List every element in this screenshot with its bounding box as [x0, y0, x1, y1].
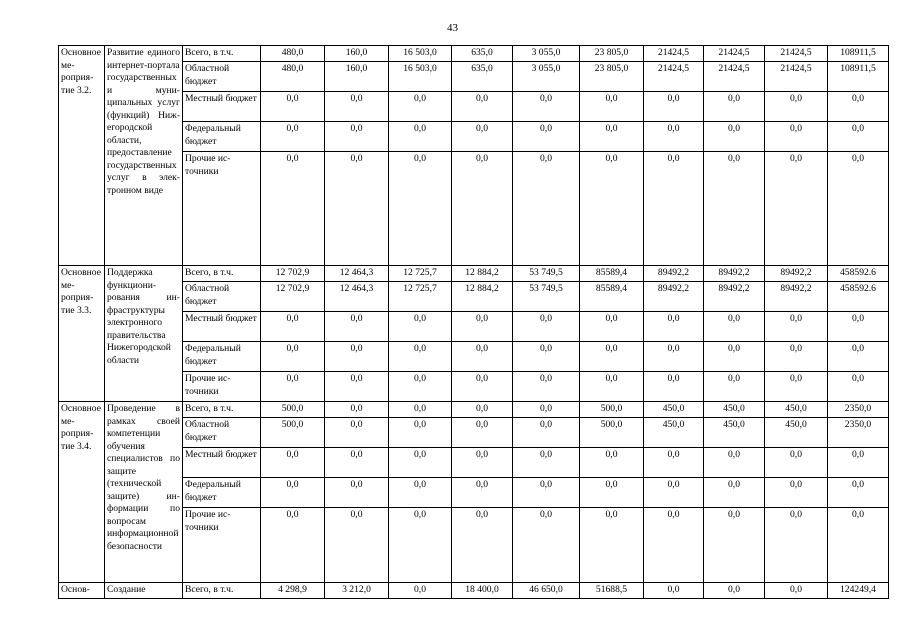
funding-source-cell: Прочие источники: [183, 152, 261, 266]
amount-cell: 0,0: [513, 418, 580, 448]
amount-cell: 2350,0: [828, 402, 889, 418]
amount-cell: 21424,5: [765, 46, 828, 62]
amount-cell: 500,0: [261, 402, 325, 418]
activity-code-cell: Основное мероприятие 3.2.: [59, 46, 105, 266]
amount-cell: 0,0: [828, 122, 889, 152]
funding-source-cell: Областной бюджет: [183, 418, 261, 448]
amount-cell: 500,0: [261, 418, 325, 448]
amount-cell: 89492,2: [765, 282, 828, 312]
amount-cell: 450,0: [704, 402, 765, 418]
funding-source-cell: Федеральный бюджет: [183, 478, 261, 508]
amount-cell: 53 749,5: [513, 282, 580, 312]
amount-cell: 23 805,0: [580, 62, 644, 92]
amount-cell: 458592.6: [828, 266, 889, 282]
amount-cell: 0,0: [261, 122, 325, 152]
amount-cell: 0,0: [828, 448, 889, 478]
amount-cell: 0,0: [452, 372, 513, 402]
amount-cell: 12 702,9: [261, 282, 325, 312]
amount-cell: 635,0: [452, 46, 513, 62]
amount-cell: 0,0: [765, 448, 828, 478]
amount-cell: 0,0: [704, 152, 765, 266]
amount-cell: 23 805,0: [580, 46, 644, 62]
amount-cell: 0,0: [644, 152, 704, 266]
amount-cell: 0,0: [452, 312, 513, 342]
amount-cell: 0,0: [580, 478, 644, 508]
amount-cell: 0,0: [765, 508, 828, 583]
amount-cell: 0,0: [644, 508, 704, 583]
amount-cell: 0,0: [765, 342, 828, 372]
amount-cell: 450,0: [644, 418, 704, 448]
amount-cell: 0,0: [389, 342, 452, 372]
amount-cell: 0,0: [644, 122, 704, 152]
amount-cell: 0,0: [828, 342, 889, 372]
amount-cell: 0,0: [325, 92, 389, 122]
amount-cell: 0,0: [644, 583, 704, 599]
amount-cell: 0,0: [765, 312, 828, 342]
amount-cell: 21424,5: [644, 46, 704, 62]
amount-cell: 500,0: [580, 418, 644, 448]
amount-cell: 0,0: [644, 342, 704, 372]
funding-source-cell: Федеральный бюджет: [183, 342, 261, 372]
amount-cell: 0,0: [513, 312, 580, 342]
activity-name-cell: Проведение в рамках своей компетенции обучения специалистов по защите (технической защите) информации по вопросам информационной безопасности: [105, 402, 183, 583]
table-row: [59, 122, 889, 152]
amount-cell: 21424,5: [644, 62, 704, 92]
amount-cell: 108911,5: [828, 62, 889, 92]
amount-cell: 0,0: [325, 418, 389, 448]
amount-cell: 0,0: [389, 122, 452, 152]
amount-cell: 0,0: [325, 508, 389, 583]
funding-source-cell: Федеральный бюджет: [183, 122, 261, 152]
amount-cell: 0,0: [828, 372, 889, 402]
funding-source-cell: Областной бюджет: [183, 282, 261, 312]
activity-code-cell: Основное мероприятие 3.3.: [59, 266, 105, 402]
amount-cell: 0,0: [513, 92, 580, 122]
amount-cell: 0,0: [513, 448, 580, 478]
amount-cell: 0,0: [704, 583, 765, 599]
amount-cell: 0,0: [704, 372, 765, 402]
amount-cell: 0,0: [828, 152, 889, 266]
amount-cell: 12 702,9: [261, 266, 325, 282]
amount-cell: 0,0: [261, 478, 325, 508]
amount-cell: 0,0: [261, 152, 325, 266]
amount-cell: 0,0: [389, 418, 452, 448]
amount-cell: 0,0: [580, 508, 644, 583]
amount-cell: 0,0: [828, 478, 889, 508]
amount-cell: 0,0: [704, 508, 765, 583]
amount-cell: 89492,2: [644, 282, 704, 312]
amount-cell: 450,0: [765, 418, 828, 448]
amount-cell: 0,0: [261, 372, 325, 402]
page-number: 43: [447, 22, 458, 34]
table-row: [59, 312, 889, 342]
amount-cell: 0,0: [325, 122, 389, 152]
amount-cell: 0,0: [580, 342, 644, 372]
funding-source-cell: Всего, в т.ч.: [183, 46, 261, 62]
amount-cell: 21424,5: [765, 62, 828, 92]
amount-cell: 3 212,0: [325, 583, 389, 599]
amount-cell: 0,0: [644, 312, 704, 342]
funding-source-cell: Местный бюджет: [183, 312, 261, 342]
amount-cell: 0,0: [580, 448, 644, 478]
amount-cell: 12 884,2: [452, 266, 513, 282]
amount-cell: 160,0: [325, 46, 389, 62]
amount-cell: 0,0: [325, 448, 389, 478]
amount-cell: 0,0: [452, 152, 513, 266]
amount-cell: 0,0: [765, 478, 828, 508]
amount-cell: 0,0: [828, 312, 889, 342]
table-row: [59, 92, 889, 122]
amount-cell: 0,0: [704, 312, 765, 342]
amount-cell: 160,0: [325, 62, 389, 92]
amount-cell: 0,0: [704, 448, 765, 478]
amount-cell: 0,0: [325, 402, 389, 418]
amount-cell: 0,0: [513, 508, 580, 583]
amount-cell: 0,0: [704, 122, 765, 152]
amount-cell: 0,0: [704, 92, 765, 122]
table-row: [59, 372, 889, 402]
amount-cell: 0,0: [325, 372, 389, 402]
funding-source-cell: Всего, в т.ч.: [183, 583, 261, 599]
amount-cell: 0,0: [389, 478, 452, 508]
activity-name-cell: Создание: [105, 583, 183, 599]
amount-cell: 12 725,7: [389, 266, 452, 282]
amount-cell: 51688,5: [580, 583, 644, 599]
amount-cell: 85589,4: [580, 282, 644, 312]
amount-cell: 0,0: [580, 152, 644, 266]
amount-cell: 16 503,0: [389, 62, 452, 92]
amount-cell: 0,0: [513, 478, 580, 508]
amount-cell: 85589,4: [580, 266, 644, 282]
table-row: [59, 448, 889, 478]
amount-cell: 89492,2: [704, 282, 765, 312]
amount-cell: 12 884,2: [452, 282, 513, 312]
amount-cell: 0,0: [513, 152, 580, 266]
amount-cell: 89492,2: [704, 266, 765, 282]
amount-cell: 450,0: [765, 402, 828, 418]
amount-cell: 0,0: [513, 122, 580, 152]
amount-cell: 0,0: [452, 508, 513, 583]
table-row: [59, 508, 889, 583]
amount-cell: 0,0: [389, 402, 452, 418]
amount-cell: 458592.6: [828, 282, 889, 312]
amount-cell: 0,0: [644, 92, 704, 122]
table-row: [59, 266, 889, 282]
amount-cell: 0,0: [389, 448, 452, 478]
amount-cell: 108911,5: [828, 46, 889, 62]
amount-cell: 21424,5: [704, 46, 765, 62]
amount-cell: 0,0: [644, 478, 704, 508]
amount-cell: 500,0: [580, 402, 644, 418]
amount-cell: 0,0: [644, 448, 704, 478]
funding-source-cell: Всего, в т.ч.: [183, 402, 261, 418]
amount-cell: 0,0: [513, 372, 580, 402]
amount-cell: 0,0: [389, 312, 452, 342]
amount-cell: 480,0: [261, 46, 325, 62]
table-row: [59, 402, 889, 418]
funding-source-cell: Местный бюджет: [183, 448, 261, 478]
amount-cell: 0,0: [452, 122, 513, 152]
activity-code-cell: Основ-: [59, 583, 105, 599]
amount-cell: 12 464,3: [325, 266, 389, 282]
amount-cell: 0,0: [389, 372, 452, 402]
amount-cell: 4 298,9: [261, 583, 325, 599]
amount-cell: 0,0: [580, 122, 644, 152]
amount-cell: 635,0: [452, 62, 513, 92]
amount-cell: 480,0: [261, 62, 325, 92]
activity-name-cell: Развитие единого интернет-портала государственных и муниципальных услуг (функций) Нижегородской области, предоставление государственных услуг в электронном виде: [105, 46, 183, 266]
amount-cell: 124249,4: [828, 583, 889, 599]
amount-cell: 450,0: [644, 402, 704, 418]
amount-cell: 0,0: [261, 92, 325, 122]
amount-cell: 3 055,0: [513, 62, 580, 92]
table-row: [59, 152, 889, 266]
amount-cell: 0,0: [704, 478, 765, 508]
table-row: [59, 342, 889, 372]
amount-cell: 16 503,0: [389, 46, 452, 62]
amount-cell: 0,0: [325, 342, 389, 372]
amount-cell: 21424,5: [704, 62, 765, 92]
amount-cell: 0,0: [452, 418, 513, 448]
funding-source-cell: Всего, в т.ч.: [183, 266, 261, 282]
amount-cell: 18 400,0: [452, 583, 513, 599]
funding-source-cell: Областной бюджет: [183, 62, 261, 92]
amount-cell: 450,0: [704, 418, 765, 448]
amount-cell: 0,0: [261, 448, 325, 478]
amount-cell: 0,0: [452, 448, 513, 478]
amount-cell: 0,0: [765, 152, 828, 266]
amount-cell: 0,0: [580, 372, 644, 402]
table-row: [59, 478, 889, 508]
amount-cell: 0,0: [325, 312, 389, 342]
activity-name-cell: Поддержка функционирования инфраструктуры электронного правительства Нижегородской области: [105, 266, 183, 402]
activity-code-cell: Основное мероприятие 3.4.: [59, 402, 105, 583]
amount-cell: 0,0: [261, 312, 325, 342]
amount-cell: 3 055,0: [513, 46, 580, 62]
funding-source-cell: Прочие источники: [183, 372, 261, 402]
amount-cell: 0,0: [261, 342, 325, 372]
amount-cell: 0,0: [389, 92, 452, 122]
amount-cell: 2350,0: [828, 418, 889, 448]
table-row: [59, 46, 889, 62]
amount-cell: 0,0: [704, 342, 765, 372]
budget-table: [58, 45, 889, 599]
table-row: [59, 282, 889, 312]
amount-cell: 0,0: [765, 122, 828, 152]
amount-cell: 0,0: [452, 478, 513, 508]
amount-cell: 0,0: [828, 92, 889, 122]
amount-cell: 89492,2: [644, 266, 704, 282]
amount-cell: 0,0: [389, 152, 452, 266]
amount-cell: 0,0: [452, 342, 513, 372]
amount-cell: 0,0: [765, 92, 828, 122]
amount-cell: 89492,2: [765, 266, 828, 282]
amount-cell: 0,0: [389, 583, 452, 599]
amount-cell: 0,0: [325, 478, 389, 508]
amount-cell: 0,0: [513, 402, 580, 418]
amount-cell: 46 650,0: [513, 583, 580, 599]
amount-cell: 0,0: [389, 508, 452, 583]
amount-cell: 0,0: [325, 152, 389, 266]
amount-cell: 0,0: [261, 508, 325, 583]
amount-cell: 12 725,7: [389, 282, 452, 312]
amount-cell: 0,0: [452, 402, 513, 418]
amount-cell: 0,0: [828, 508, 889, 583]
amount-cell: 0,0: [580, 92, 644, 122]
table-row: [59, 583, 889, 599]
amount-cell: 53 749,5: [513, 266, 580, 282]
amount-cell: 0,0: [644, 372, 704, 402]
amount-cell: 12 464,3: [325, 282, 389, 312]
table-row: [59, 62, 889, 92]
amount-cell: 0,0: [452, 92, 513, 122]
amount-cell: 0,0: [765, 583, 828, 599]
funding-source-cell: Прочие источники: [183, 508, 261, 583]
amount-cell: 0,0: [580, 312, 644, 342]
funding-source-cell: Местный бюджет: [183, 92, 261, 122]
table-row: [59, 418, 889, 448]
amount-cell: 0,0: [765, 372, 828, 402]
amount-cell: 0,0: [513, 342, 580, 372]
